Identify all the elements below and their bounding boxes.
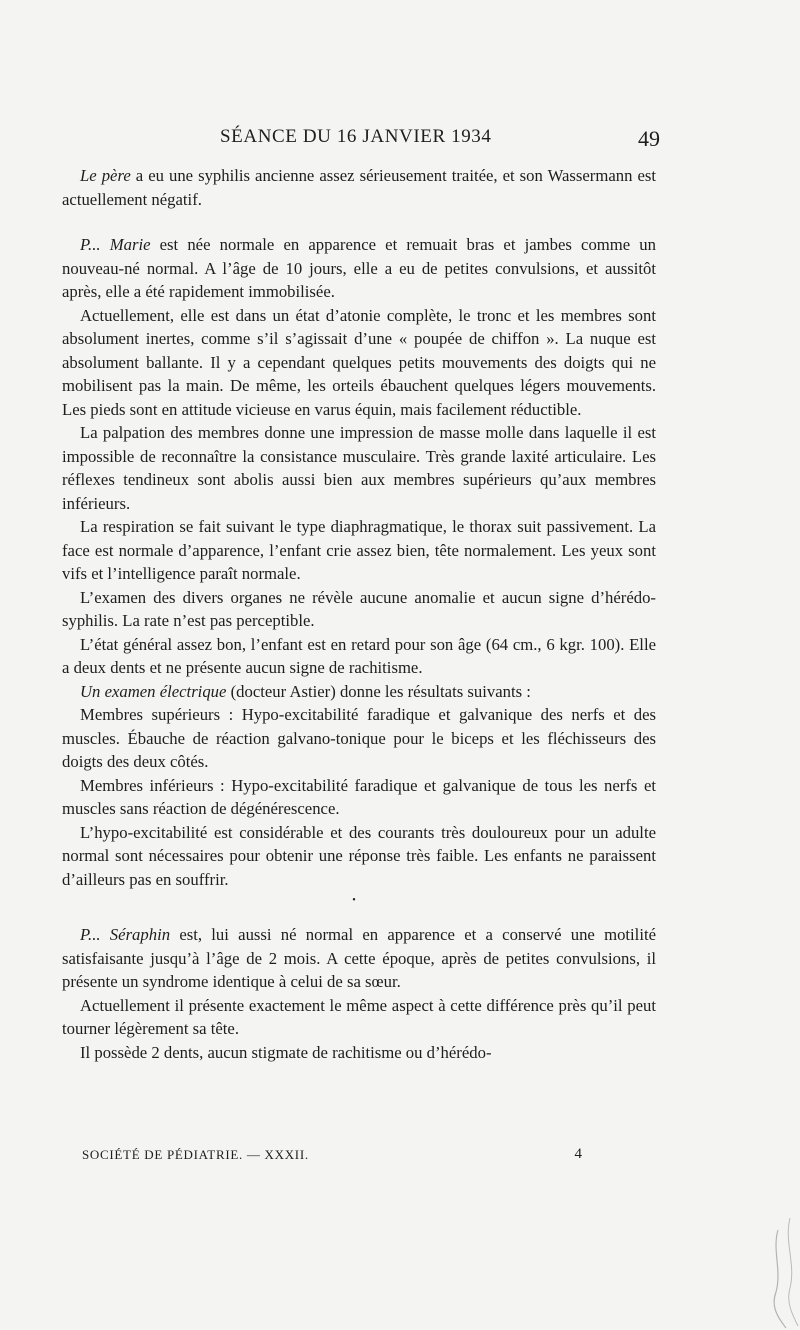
scan-edge-marks <box>720 1210 800 1330</box>
paragraph-text: a eu une syphilis ancienne assez sérieusement traitée, et son Wassermann est actuellement négatif. <box>62 166 656 209</box>
paragraph-father <box>62 164 656 211</box>
paragraph-seraphin-teeth: Il possède 2 dents, aucun stigmate de rachitisme ou d’hérédo- <box>80 1042 492 1062</box>
paragraph-spacer <box>62 911 656 923</box>
paragraph-lead: P... Marie <box>80 235 151 254</box>
paragraph-marie-current-state: Actuellement, elle est dans un état d’atonie complète, le tronc et les membres sont absolument inertes, comme s’il s’agissait d’une « poupée de chiffon ». La nuque est absolument ballante. Il y a cependant quelques petits mouvements des doigts qui ne mobilisent pas la main. De même, les orteils ébauchent quelques légers mouvements. Les pieds sont en attitude vicieuse en varus équin, mais facilement réductible. <box>62 305 656 419</box>
paragraph-upper-limbs: Membres supérieurs : Hypo-excitabilité faradique et galvanique des nerfs et des muscles. Ébauche de réaction galvano-tonique pour le biceps et les fléchisseurs des doigts des deux côtés. <box>62 705 656 771</box>
page-footer <box>82 1145 582 1169</box>
paragraph-text: (docteur Astier) donne les résultats suivants : <box>226 681 531 701</box>
page-number: 49 <box>638 126 660 151</box>
paragraph-marie-intro <box>62 233 656 304</box>
paragraph-lower-limbs: Membres inférieurs : Hypo-excitabilité faradique et galvanique de tous les nerfs et muscles sans réaction de dégénérescence. <box>62 775 656 818</box>
paragraph-seraphin-intro <box>62 923 656 994</box>
paragraph-text: est, lui aussi né normal en apparence et a conservé une motilité satisfaisante jusqu’à l’âge de 2 mois. A cette époque, après de petites convulsions, il présente un syndrome identique à celui de sa sœur. <box>62 925 656 991</box>
paragraph-text: est née normale en apparence et remuait bras et jambes comme un nouveau-né normal. A l’âge de 10 jours, elle a eu de petites convulsions, et aussitôt après, elle a été rapidement immobilisée. <box>62 235 656 301</box>
signature-mark: SOCIÉTÉ DE PÉDIATRIE. — XXXII. <box>82 1147 309 1162</box>
paragraph-hypo-excitability: L’hypo-excitabilité est considérable et des courants très douloureux pour un adulte normal sont nécessaires pour obtenir une réponse très faible. Les enfants ne paraissent d’ailleurs pas en souffrir. <box>62 822 656 889</box>
paragraph-respiration: La respiration se fait suivant le type diaphragmatique, le thorax suit passivement. La face est normale d’apparence, l’enfant crie assez bien, tête normalement. Les yeux sont vifs et l’intelligence paraît normale. <box>62 517 656 583</box>
paragraph-organ-exam: L’examen des divers organes ne révèle aucune anomalie et aucun signe d’hérédo-syphilis. La rate n’est pas perceptible. <box>62 587 656 630</box>
running-title: SÉANCE DU 16 JANVIER 1934 <box>220 126 492 147</box>
section-separator: • <box>352 895 356 906</box>
page-header <box>60 124 660 158</box>
paragraph-electrical-exam <box>62 680 656 704</box>
signature-number: 4 <box>574 1146 582 1162</box>
paragraph-palpation: La palpation des membres donne une impression de masse molle dans laquelle il est impossible de reconnaître la consistance musculaire. Très grande laxité articulaire. Les réflexes tendineux sont abolis aussi bien aux membres supérieurs qu’aux membres inférieurs. <box>62 423 656 513</box>
body-text <box>62 164 656 1064</box>
paragraph-lead: Le père <box>80 166 131 185</box>
paragraph-lead: Un examen électrique <box>80 681 227 701</box>
paragraph-spacer <box>62 211 656 233</box>
paragraph-general-state: L’état général assez bon, l’enfant est en retard pour son âge (64 cm., 6 kgr. 100). Elle a deux dents et ne présente aucun signe de rachitisme. <box>62 634 656 677</box>
paragraph-seraphin-current-state: Actuellement il présente exactement le même aspect à cette différence près qu’il peut tourner légèrement sa tête. <box>62 995 656 1038</box>
paragraph-lead: P... Séraphin <box>80 925 171 944</box>
